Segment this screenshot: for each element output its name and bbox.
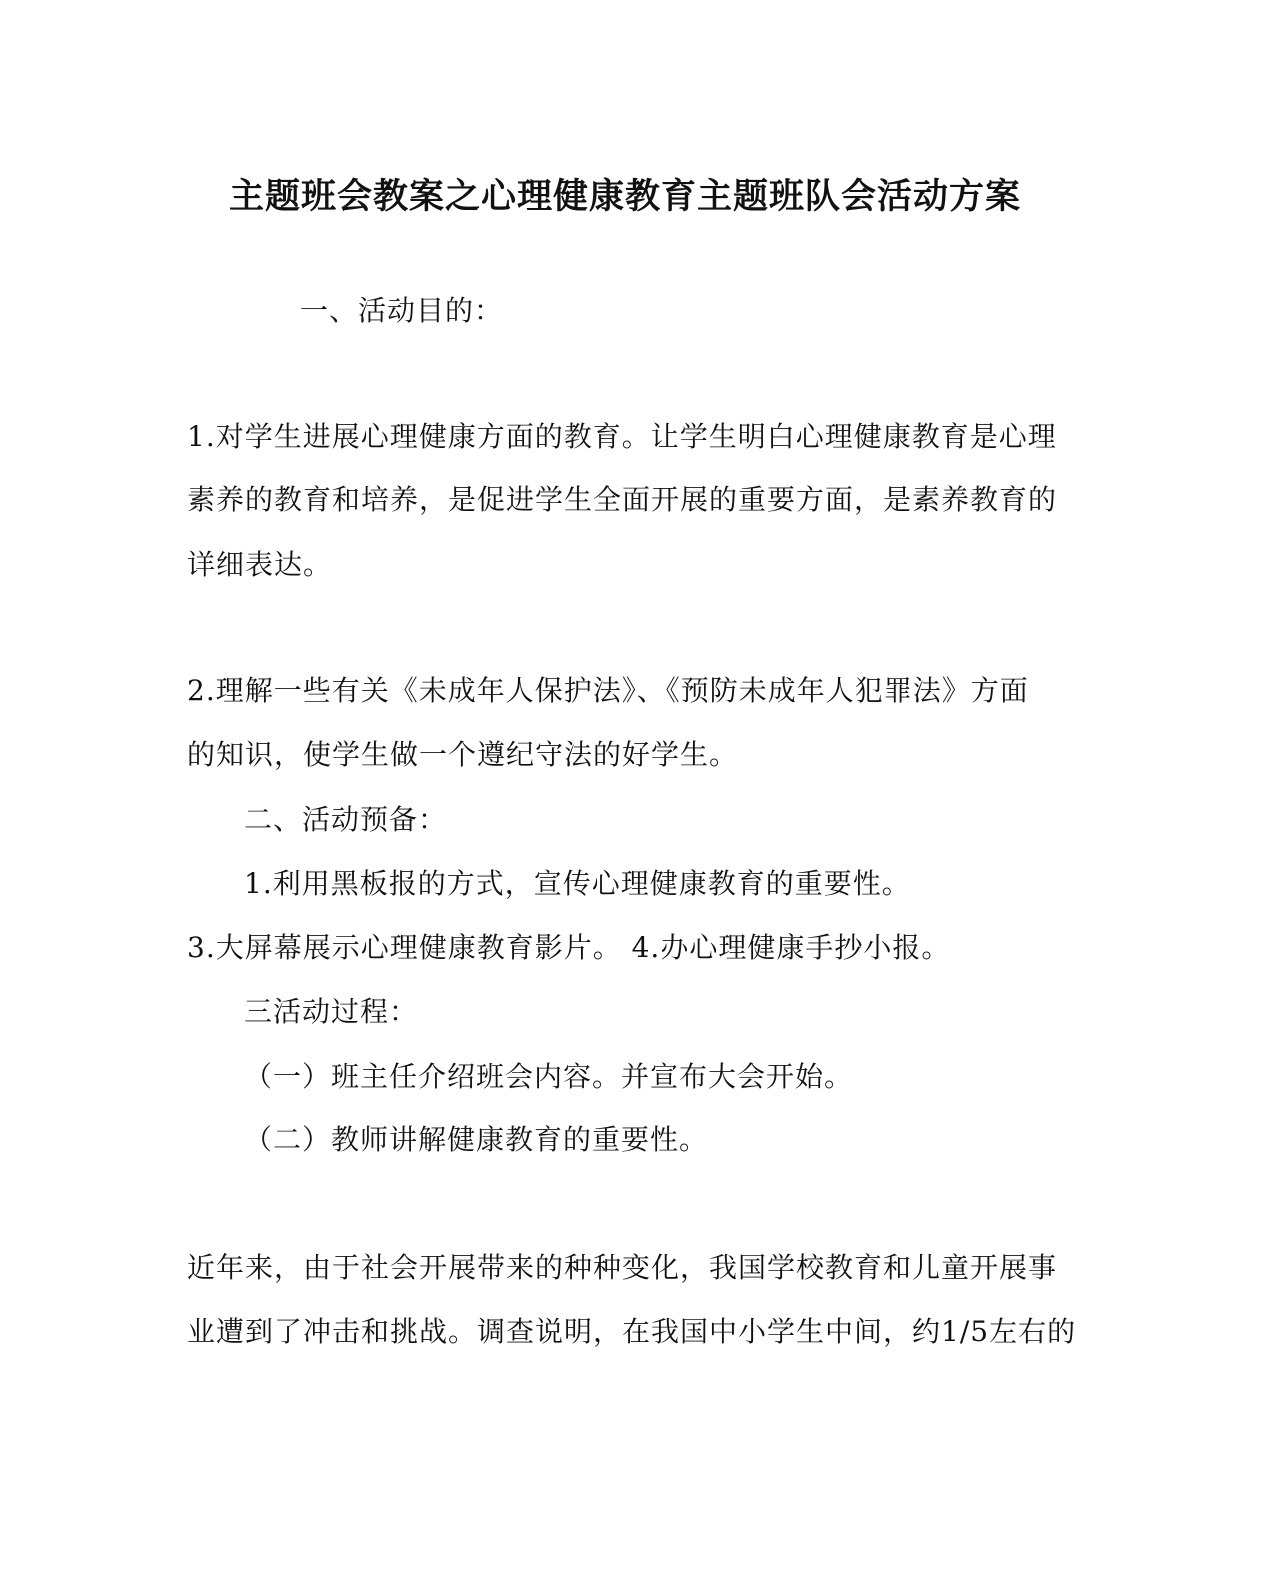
section-heading-1: 一、活动目的： (300, 294, 504, 327)
list-item: （一）班主任介绍班会内容。并宣布大会开始。 (244, 1060, 854, 1093)
paragraph-line: 素养的教育和培养，是促进学生全面开展的重要方面，是素养教育的 (187, 483, 1058, 516)
paragraph-line: 近年来，由于社会开展带来的种种变化，我国学校教育和儿童开展事 (187, 1251, 1058, 1284)
list-item: 1.利用黑板报的方式，宣传心理健康教育的重要性。 (244, 867, 911, 900)
section-heading-2: 二、活动预备： (244, 803, 448, 836)
list-item: 3.大屏幕展示心理健康教育影片。 4.办心理健康手抄小报。 (187, 931, 951, 964)
paragraph-line: 的知识，使学生做一个遵纪守法的好学生。 (187, 738, 739, 771)
list-item: （二）教师讲解健康教育的重要性。 (244, 1123, 709, 1156)
paragraph-line: 详细表达。 (187, 548, 333, 581)
paragraph-line: 业遭到了冲击和挑战。调查说明，在我国中小学生中间，约1/5左右的 (187, 1315, 1077, 1348)
paragraph-line: 1.对学生进展心理健康方面的教育。让学生明白心理健康教育是心理 (187, 420, 1057, 453)
paragraph-line: 2.理解一些有关《未成年人保护法》、《预防未成年人犯罪法》方面 (187, 674, 1029, 707)
section-heading-3: 三活动过程： (244, 995, 419, 1028)
document-title: 主题班会教案之心理健康教育主题班队会活动方案 (228, 176, 1021, 217)
